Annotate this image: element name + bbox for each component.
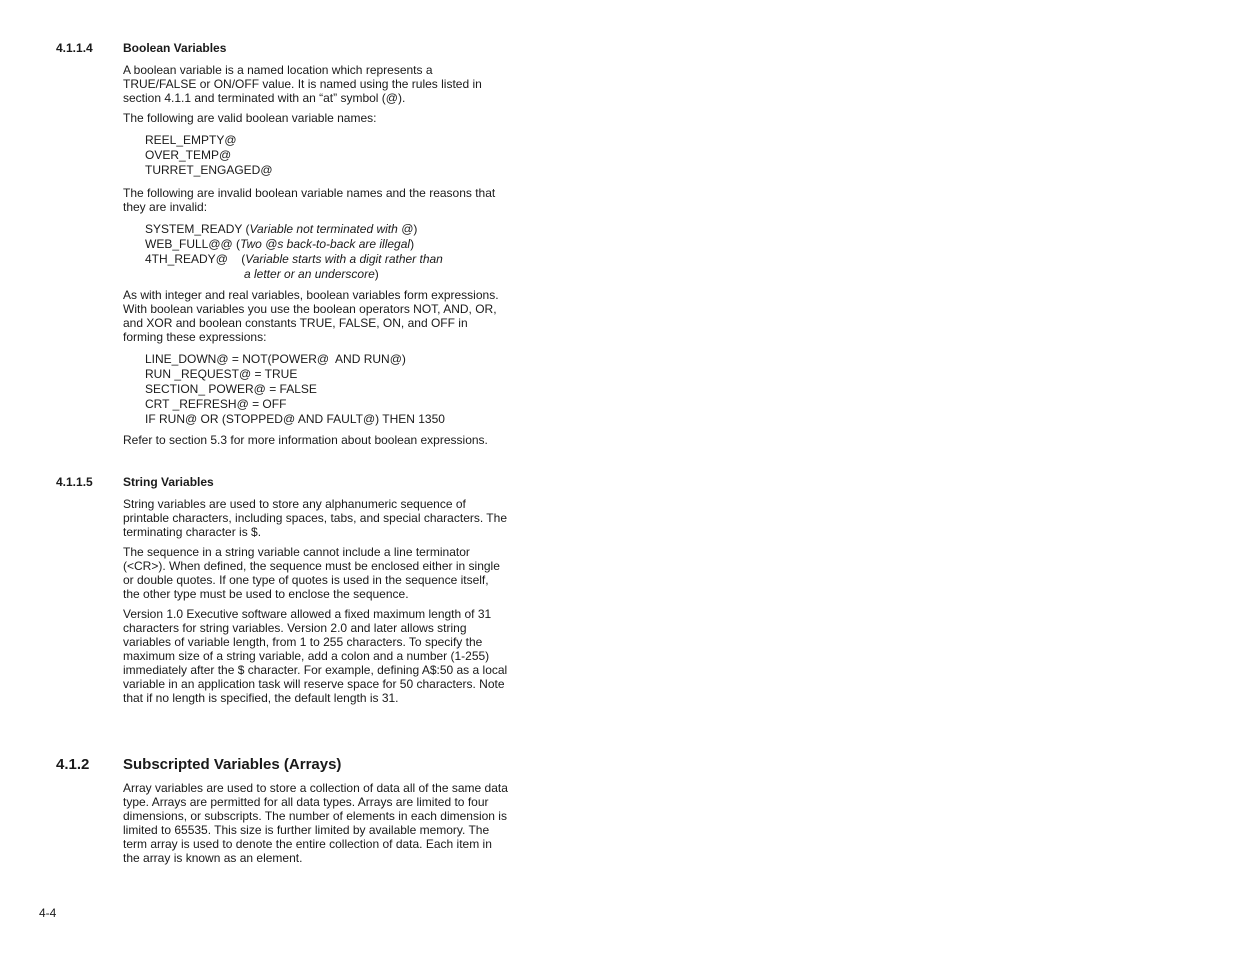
invalid-reason: Variable starts with a digit rather than [245, 252, 443, 266]
code-line: REEL_EMPTY@ [145, 133, 237, 147]
section-number-412: 4.1.2 [56, 756, 90, 773]
paragraph: A boolean variable is a named location which represents a TRUE/FALSE or ON/OFF value. It is named using the rules listed in section 4.1.1 and terminated with an “at” symbol (@). [123, 63, 482, 105]
paragraph: String variables are used to store any alphanumeric sequence of printable characters, including spaces, tabs, and special characters. The terminating character is $. [123, 497, 507, 539]
section-number-4114: 4.1.1.4 [56, 41, 93, 55]
invalid-reason: Variable not terminated with @ [249, 222, 414, 236]
paragraph: The following are invalid boolean variable names and the reasons that they are invalid: [123, 186, 496, 214]
paren: ) [410, 237, 415, 251]
code-line [145, 267, 508, 282]
code-line: IF RUN@ OR (STOPPED@ AND FAULT@) THEN 1350 [145, 412, 445, 426]
paragraph: Version 1.0 Executive software allowed a fixed maximum length of 31 characters for string variables. Version 2.0 and later allows string variables of variable length, from 1 to 255 characters. To specify the maximum size of a string variable, add a colon and a number (1-255) immediately after the $ character. For example, defining A$:50 as a local variable in an application task will reserve space for 50 characters. Note that if no length is specified, the default length is 31. [123, 607, 508, 705]
paren: ) [374, 267, 379, 281]
section-number-4115: 4.1.1.5 [56, 475, 93, 489]
paragraph: As with integer and real variables, boolean variables form expressions. With boolean variables you use the boolean operators NOT, AND, OR, and XOR and boolean constants TRUE, FALSE, ON, and OFF in forming these expressions: [123, 288, 499, 344]
valid-names-list [145, 133, 508, 178]
code-line: RUN _REQUEST@ = TRUE [145, 367, 298, 381]
invalid-reason-continued: a letter or an underscore [244, 267, 375, 281]
code-line [145, 237, 508, 252]
expression-examples [145, 352, 508, 427]
section-title-subscripted-variables: Subscripted Variables (Arrays) [123, 756, 342, 773]
paragraph: Refer to section 5.3 for more information about boolean expressions. [123, 433, 488, 447]
string-variables-body [123, 497, 508, 711]
invalid-name: 4TH_READY@ ( [145, 252, 246, 266]
code-line [145, 222, 508, 237]
paragraph: Array variables are used to store a collection of data all of the same data type. Arrays are permitted for all data types. Arrays are limited to four dimensions, or subscripts. The number of elements in each dimension is limited to 65535. This size is further limited by available memory. The term array is used to denote the entire collection of data. Each item in the array is known as an element. [123, 781, 508, 865]
invalid-name: WEB_FULL@@ ( [145, 237, 241, 251]
section-title-string-variables: String Variables [123, 475, 214, 489]
code-line: LINE_DOWN@ = NOT(POWER@ AND RUN@) [145, 352, 406, 366]
paragraph: The following are valid boolean variable names: [123, 111, 377, 125]
code-line: TURRET_ENGAGED@ [145, 163, 273, 177]
arrays-body [123, 781, 508, 871]
code-line [145, 252, 508, 267]
boolean-variables-body [123, 63, 508, 453]
page-number: 4-4 [39, 906, 57, 920]
code-line: OVER_TEMP@ [145, 148, 232, 162]
code-line: CRT _REFRESH@ = OFF [145, 397, 287, 411]
section-title-boolean-variables: Boolean Variables [123, 41, 227, 55]
paren: ) [413, 222, 418, 236]
invalid-names-list [145, 222, 508, 282]
paragraph: The sequence in a string variable cannot include a line terminator (<CR>). When defined, the sequence must be enclosed either in single or double quotes. If one type of quotes is used in the sequence itself, the other type must be used to enclose the sequence. [123, 545, 500, 601]
invalid-reason: Two @s back-to-back are illegal [240, 237, 411, 251]
code-line: SECTION_ POWER@ = FALSE [145, 382, 317, 396]
invalid-name: SYSTEM_READY ( [145, 222, 250, 236]
